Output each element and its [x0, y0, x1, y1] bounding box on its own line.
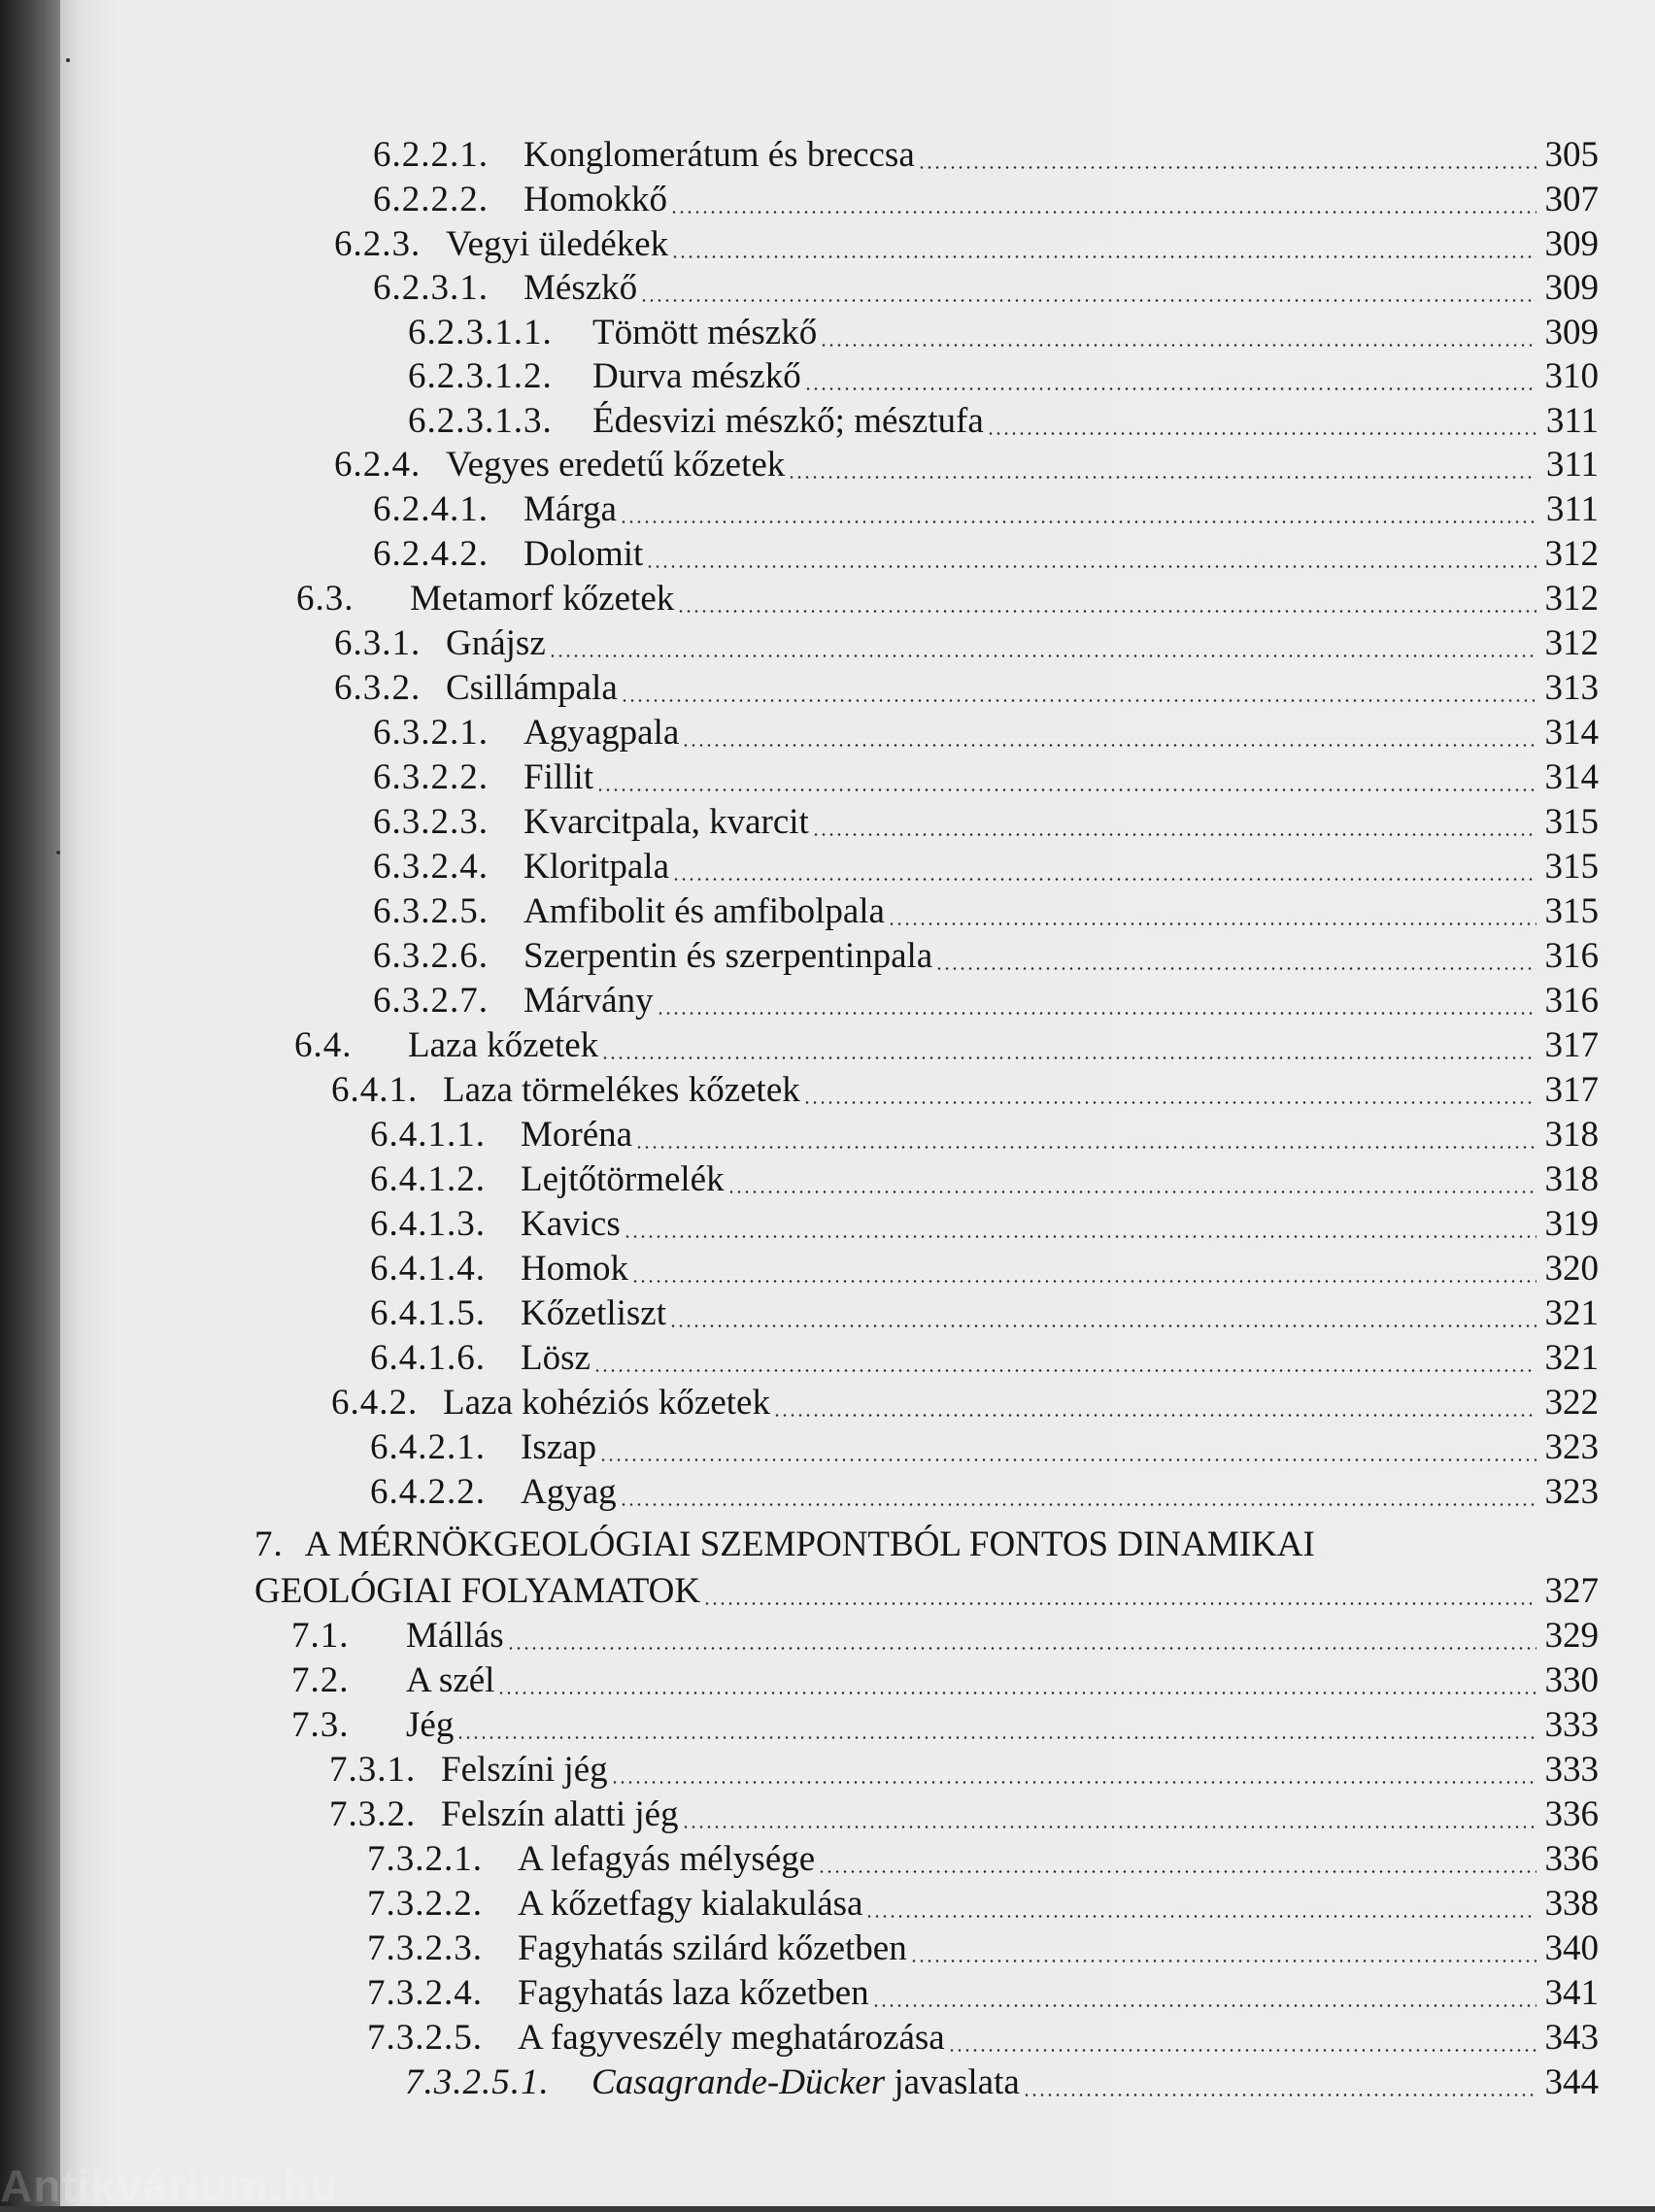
toc-number: 6.2.4.1. — [373, 489, 489, 529]
toc-page-number: 340 — [1544, 1928, 1599, 1968]
toc-number: 7.3.2.2. — [367, 1884, 483, 1924]
toc-page-number: 336 — [1544, 1839, 1599, 1879]
toc-entry — [331, 1070, 1599, 1111]
toc-number: 7.3.2.1. — [367, 1839, 483, 1879]
dot-leader — [456, 1736, 1537, 1739]
dot-leader — [888, 922, 1537, 925]
toc-entry — [370, 1472, 1599, 1513]
toc-entry — [370, 1338, 1599, 1379]
dot-leader — [703, 1602, 1537, 1605]
dot-leader — [935, 967, 1537, 970]
toc-number: 6.4.1.5. — [370, 1293, 486, 1333]
dot-leader — [620, 1503, 1537, 1506]
toc-number: 6.2.3.1. — [373, 268, 489, 308]
toc-page — [60, 0, 1655, 2206]
toc-title: Gnájsz — [446, 623, 546, 663]
dot-leader — [624, 1235, 1537, 1238]
dot-leader — [611, 1781, 1537, 1784]
toc-number: 6.3.2.7. — [373, 981, 489, 1021]
toc-page-number: 329 — [1544, 1616, 1599, 1656]
dot-leader — [820, 344, 1537, 347]
watermark: Antikvárium.hu — [0, 2161, 339, 2211]
toc-page-number: 313 — [1544, 668, 1599, 708]
toc-title: Iszap — [521, 1427, 597, 1467]
toc-entry — [334, 445, 1599, 486]
toc-page-number: 322 — [1544, 1383, 1599, 1423]
toc-title: Amfibolit és amfibolpala — [524, 891, 885, 931]
toc-number: 6.4.2.2. — [370, 1472, 486, 1512]
stray-mark — [56, 851, 60, 855]
toc-title: Vegyes eredetű kőzetek — [446, 445, 786, 485]
toc-title: Csillámpala — [446, 668, 618, 708]
toc-title: A lefagyás mélysége — [518, 1839, 816, 1879]
toc-entry — [291, 1705, 1599, 1746]
toc-title: Laza törmelékes kőzetek — [443, 1070, 800, 1110]
toc-title: Vegyi üledékek — [446, 224, 669, 264]
toc-page-number: 323 — [1544, 1427, 1599, 1467]
dot-leader — [620, 520, 1537, 523]
toc-page-number: 333 — [1544, 1750, 1599, 1790]
dot-leader — [872, 2004, 1537, 2007]
toc-entry — [373, 180, 1599, 220]
toc-number: 7.2. — [291, 1660, 350, 1700]
toc-title: Fagyhatás szilárd kőzetben — [518, 1928, 907, 1968]
toc-page-number: 316 — [1544, 936, 1599, 976]
toc-number: 7.3.2.5. — [367, 2018, 483, 2058]
toc-page-number: 305 — [1544, 135, 1599, 175]
toc-page-number: 318 — [1544, 1115, 1599, 1155]
toc-number: 6.4.2. — [331, 1383, 419, 1423]
toc-entry — [367, 1928, 1599, 1969]
toc-number: 6.2.2.1. — [373, 135, 489, 175]
dot-leader — [804, 387, 1537, 390]
stray-mark — [66, 58, 70, 62]
toc-page-number: 311 — [1545, 445, 1599, 485]
toc-page-number: 321 — [1544, 1293, 1599, 1333]
toc-page-number: 315 — [1544, 802, 1599, 842]
toc-title: Mészkő — [524, 268, 638, 308]
toc-entry — [367, 1839, 1599, 1880]
toc-number: 6.4.1.6. — [370, 1338, 486, 1378]
toc-entry — [373, 489, 1599, 530]
toc-page-number: 311 — [1545, 489, 1599, 529]
toc-number: 6.3.2.3. — [373, 802, 489, 842]
toc-entry — [373, 847, 1599, 888]
toc-number: 6.2.3.1.1. — [408, 313, 553, 352]
toc-entry — [329, 1750, 1599, 1791]
toc-entry — [331, 1383, 1599, 1424]
toc-entry — [296, 579, 1599, 620]
toc-title: A szél — [406, 1660, 495, 1700]
dot-leader — [549, 654, 1537, 657]
toc-page-number: 330 — [1544, 1660, 1599, 1700]
toc-title-italic: Casagrande-Dücker — [591, 2062, 886, 2102]
dot-leader — [672, 878, 1537, 881]
toc-page-number: 317 — [1544, 1070, 1599, 1110]
toc-page-number: 314 — [1544, 713, 1599, 753]
toc-entry — [370, 1159, 1599, 1200]
toc-page-number: 336 — [1544, 1794, 1599, 1834]
toc-page-number: 311 — [1545, 401, 1599, 441]
dot-leader — [918, 166, 1537, 169]
toc-page-number: 321 — [1544, 1338, 1599, 1378]
toc-entry — [408, 401, 1599, 442]
toc-page-number: 310 — [1544, 356, 1599, 396]
toc-entry — [405, 2062, 1599, 2103]
toc-title: A fagyveszély meghatározása — [518, 2018, 945, 2058]
toc-number: 6.4.1.4. — [370, 1249, 486, 1289]
toc-number: 6.3. — [296, 579, 355, 619]
toc-number: 7.3.2.5.1. — [405, 2062, 550, 2102]
dot-leader — [682, 1826, 1537, 1828]
toc-entry — [294, 1025, 1599, 1066]
toc-title: Dolomit — [524, 534, 644, 574]
toc-title: Agyag — [521, 1472, 617, 1512]
toc-page-number: 312 — [1544, 534, 1599, 574]
toc-title: Konglomerátum és breccsa — [524, 135, 915, 175]
toc-title: Lösz — [521, 1338, 591, 1378]
toc-page-number: 315 — [1544, 891, 1599, 931]
toc-title: Homok — [521, 1249, 628, 1289]
toc-title: Jég — [406, 1705, 455, 1745]
toc-entry — [334, 623, 1599, 664]
toc-page-number: 341 — [1544, 1973, 1599, 2013]
toc-title: Márvány — [524, 981, 654, 1021]
dot-leader — [788, 476, 1537, 479]
toc-entry — [334, 224, 1599, 265]
dot-leader — [948, 2049, 1537, 2052]
toc-page-number: 315 — [1544, 847, 1599, 887]
dot-leader — [593, 1369, 1537, 1372]
dot-leader — [596, 788, 1537, 791]
toc-number: 7. — [254, 1525, 284, 1564]
toc-page-number: 309 — [1544, 313, 1599, 352]
toc-entry — [370, 1115, 1599, 1156]
toc-title: GEOLÓGIAI FOLYAMATOK — [254, 1571, 701, 1611]
toc-page-number: 309 — [1544, 224, 1599, 264]
toc-number: 6.4.2.1. — [370, 1427, 486, 1467]
toc-entry — [408, 356, 1599, 397]
toc-page-number: 333 — [1544, 1705, 1599, 1745]
toc-number: 6.4. — [294, 1025, 353, 1065]
toc-title: Kvarcitpala, kvarcit — [524, 802, 809, 842]
dot-leader — [507, 1647, 1537, 1650]
dot-leader — [497, 1692, 1537, 1694]
dot-leader — [910, 1960, 1537, 1962]
toc-entry — [370, 1427, 1599, 1468]
toc-entry — [373, 757, 1599, 798]
table-of-contents — [60, 0, 1655, 2206]
toc-title: Agyagpala — [524, 713, 680, 753]
dot-leader — [631, 1280, 1537, 1283]
toc-number: 6.4.1. — [331, 1070, 419, 1110]
dot-leader — [671, 255, 1537, 258]
toc-page-number: 309 — [1544, 268, 1599, 308]
toc-number: 6.2.4.2. — [373, 534, 489, 574]
toc-page-number: 320 — [1544, 1249, 1599, 1289]
dot-leader — [865, 1915, 1537, 1918]
toc-entry — [370, 1293, 1599, 1334]
toc-number: 7.3.2.3. — [367, 1928, 483, 1968]
toc-title: Kavics — [521, 1204, 621, 1244]
toc-page-number: 307 — [1544, 180, 1599, 219]
toc-entry — [373, 268, 1599, 309]
toc-page-number: 323 — [1544, 1472, 1599, 1512]
toc-number: 6.3.2.4. — [373, 847, 489, 887]
dot-leader — [987, 432, 1537, 435]
toc-title: Metamorf kőzetek — [410, 579, 675, 619]
toc-number: 6.3.2.5. — [373, 891, 489, 931]
toc-title: Durva mészkő — [592, 356, 801, 396]
toc-title: Fagyhatás laza kőzetben — [518, 1973, 869, 2013]
toc-number: 6.3.2.1. — [373, 713, 489, 753]
toc-page-number: 317 — [1544, 1025, 1599, 1065]
toc-entry — [373, 981, 1599, 1022]
dot-leader — [803, 1101, 1537, 1104]
toc-page-number: 319 — [1544, 1204, 1599, 1244]
toc-page-number: 338 — [1544, 1884, 1599, 1924]
toc-number: 6.2.3. — [334, 224, 422, 264]
toc-entry — [373, 802, 1599, 843]
dot-leader — [670, 211, 1537, 214]
dot-leader — [773, 1414, 1537, 1417]
dot-leader — [621, 699, 1537, 702]
dot-leader — [1023, 2094, 1537, 2096]
toc-title: Felszín alatti jég — [441, 1794, 679, 1834]
toc-page-number: 312 — [1544, 579, 1599, 619]
toc-title: Fillit — [524, 757, 593, 797]
toc-number: 6.2.3.1.3. — [408, 401, 553, 441]
toc-title: Szerpentin és szerpentinpala — [524, 936, 933, 976]
dot-leader — [635, 1146, 1537, 1149]
toc-title: Moréna — [521, 1115, 633, 1155]
dot-leader — [657, 1012, 1537, 1015]
toc-number: 6.2.4. — [334, 445, 422, 485]
toc-number: 6.2.2.2. — [373, 180, 489, 219]
toc-entry — [370, 1204, 1599, 1245]
toc-entry — [367, 1973, 1599, 2014]
dot-leader — [812, 833, 1537, 836]
toc-page-number: 316 — [1544, 981, 1599, 1021]
book-spine-shadow — [0, 0, 64, 2206]
toc-number: 6.3.1. — [334, 623, 422, 663]
toc-entry — [367, 1884, 1599, 1925]
toc-number: 7.1. — [291, 1616, 350, 1656]
toc-title: Kőzetliszt — [521, 1293, 667, 1333]
toc-page-number: 312 — [1544, 623, 1599, 663]
toc-entry — [329, 1794, 1599, 1835]
toc-entry — [373, 713, 1599, 754]
toc-title: A MÉRNÖKGEOLÓGIAI SZEMPONTBÓL FONTOS DINAMIKAI — [304, 1525, 1315, 1564]
toc-number: 7.3.2. — [329, 1794, 417, 1834]
toc-entry — [373, 534, 1599, 575]
toc-page-number: 343 — [1544, 2018, 1599, 2058]
dot-leader — [669, 1324, 1537, 1327]
toc-title: Felszíni jég — [441, 1750, 608, 1790]
toc-title: Édesvizi mészkő; mésztufa — [592, 401, 984, 441]
toc-title: Márga — [524, 489, 617, 529]
dot-leader — [677, 610, 1537, 613]
toc-number: 6.2.3.1.2. — [408, 356, 553, 396]
toc-page-number: 344 — [1544, 2062, 1599, 2102]
dot-leader — [682, 744, 1537, 747]
dot-leader — [818, 1870, 1537, 1873]
toc-title-rest: javaslata — [885, 2062, 1020, 2102]
toc-title: A kőzetfagy kialakulása — [518, 1884, 863, 1924]
toc-title: Lejtőtörmelék — [521, 1159, 725, 1199]
toc-entry — [367, 2018, 1599, 2059]
dot-leader — [727, 1190, 1537, 1193]
toc-entry — [370, 1249, 1599, 1290]
toc-title: Laza kohéziós kőzetek — [443, 1383, 770, 1423]
chapter-heading-line1 — [254, 1525, 1315, 1565]
toc-number: 6.4.1.3. — [370, 1204, 486, 1244]
toc-title: Mállás — [406, 1616, 504, 1656]
chapter-heading-line2 — [254, 1571, 1599, 1612]
dot-leader — [599, 1458, 1537, 1461]
toc-entry — [373, 936, 1599, 977]
toc-number: 6.4.1.1. — [370, 1115, 486, 1155]
toc-title: Homokkő — [524, 180, 667, 219]
toc-entry — [291, 1660, 1599, 1701]
toc-entry — [408, 313, 1599, 353]
toc-number: 6.4.1.2. — [370, 1159, 486, 1199]
toc-number: 6.3.2. — [334, 668, 422, 708]
toc-number: 7.3.2.4. — [367, 1973, 483, 2013]
toc-title: Laza kőzetek — [408, 1025, 599, 1065]
toc-title: Kloritpala — [524, 847, 670, 887]
toc-number: 6.3.2.6. — [373, 936, 489, 976]
dot-leader — [640, 299, 1537, 302]
toc-page-number: 318 — [1544, 1159, 1599, 1199]
toc-page-number: 327 — [1544, 1571, 1599, 1611]
toc-entry — [291, 1616, 1599, 1657]
toc-entry — [334, 668, 1599, 709]
toc-number: 6.3.2.2. — [373, 757, 489, 797]
toc-page-number: 314 — [1544, 757, 1599, 797]
toc-title — [591, 2062, 1020, 2103]
dot-leader — [646, 565, 1537, 568]
toc-title: Tömött mészkő — [592, 313, 818, 352]
toc-number: 7.3.1. — [329, 1750, 417, 1790]
toc-entry — [373, 891, 1599, 932]
toc-entry — [373, 135, 1599, 176]
toc-number: 7.3. — [291, 1705, 350, 1745]
dot-leader — [601, 1056, 1537, 1059]
